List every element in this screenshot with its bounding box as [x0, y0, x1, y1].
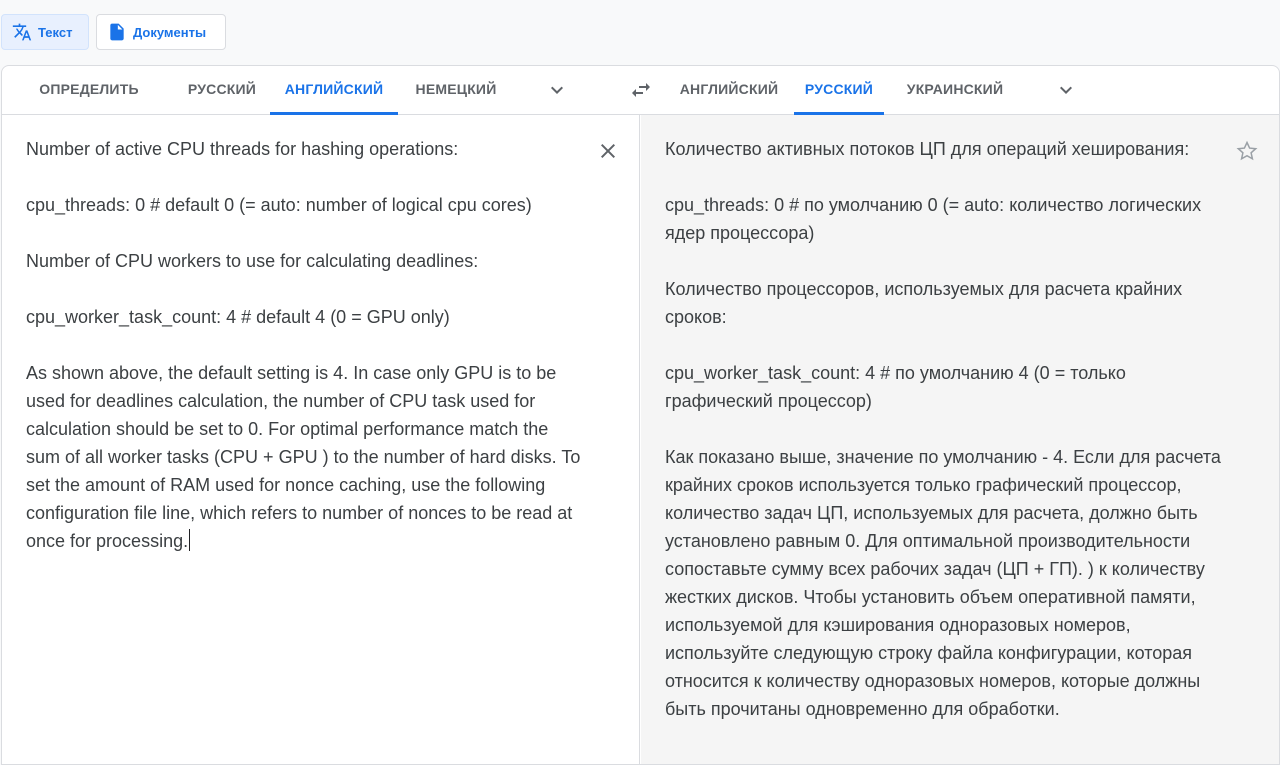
- clear-source-button[interactable]: [596, 139, 620, 163]
- document-icon: [107, 22, 127, 42]
- tab-source-russian[interactable]: РУССКИЙ: [187, 81, 257, 97]
- translation-paragraph: Количество процессоров, используемых для расчета крайних сроков:: [665, 279, 1188, 327]
- translation-output: [665, 135, 1225, 723]
- close-icon: [596, 139, 620, 163]
- translation-paragraph: cpu_worker_task_count: 4 # по умолчанию 4 (0 = только графический процессор): [665, 363, 1131, 411]
- swap-icon: [629, 78, 653, 102]
- save-translation-button[interactable]: [1235, 139, 1259, 163]
- text-caret: [189, 529, 190, 551]
- tab-source-german[interactable]: НЕМЕЦКИЙ: [415, 81, 497, 97]
- source-textarea[interactable]: [26, 135, 586, 555]
- source-text-pane[interactable]: [2, 115, 640, 765]
- source-paragraph: Number of active CPU threads for hashing operations:: [26, 139, 459, 159]
- documents-mode-label: Документы: [133, 24, 207, 40]
- tab-source-english[interactable]: АНГЛИЙСКИЙ: [270, 66, 398, 115]
- translation-pane: [641, 115, 1280, 765]
- translation-paragraph: Как показано выше, значение по умолчанию - 4. Если для расчета крайних сроков используется только графический процессор, количество задач ЦП, используемых для расчета, должно быть установлено равным 0. Для оптимальной производительности сопоставьте сумму всех рабочих задач (ЦП + ГП). ) к количеству жестких дисков. Чтобы установить объем оперативной памяти, используемой для кэширования одноразовых номеров, используйте следующую строку файла конфигурации, которая относится к количеству одноразовых номеров, которые должны быть прочитаны одновременно для обработки.: [665, 447, 1226, 719]
- language-bar: [2, 66, 1279, 115]
- star-icon: [1235, 139, 1259, 163]
- source-paragraph-last: [26, 359, 586, 555]
- chevron-down-icon: [1054, 78, 1078, 102]
- target-more-languages-button[interactable]: [1054, 78, 1078, 102]
- swap-languages-button[interactable]: [629, 78, 653, 102]
- chevron-down-icon: [545, 78, 569, 102]
- text-mode-button[interactable]: [1, 14, 89, 50]
- translation-paragraph: Количество активных потоков ЦП для операций хеширования:: [665, 139, 1190, 159]
- text-mode-label: Текст: [38, 24, 73, 40]
- documents-mode-button[interactable]: [96, 14, 226, 50]
- translate-icon: [12, 22, 32, 42]
- tab-detect-language[interactable]: ОПРЕДЕЛИТЬ: [39, 81, 139, 97]
- translation-paragraph: cpu_threads: 0 # по умолчанию 0 (= auto: количество логических ядер процессора): [665, 195, 1207, 243]
- mode-bar: [0, 0, 1280, 64]
- tab-target-russian[interactable]: РУССКИЙ: [794, 66, 884, 115]
- source-paragraph: cpu_worker_task_count: 4 # default 4 (0 = GPU only): [26, 307, 450, 327]
- source-paragraph: cpu_threads: 0 # default 0 (= auto: number of logical cpu cores): [26, 195, 532, 215]
- source-more-languages-button[interactable]: [545, 78, 569, 102]
- source-paragraph-text: As shown above, the default setting is 4. In case only GPU is to be used for deadlines calculation, the number of CPU task used for calculation should be set to 0. For optimal performance match the sum of all worker tasks (CPU + GPU ) to the number of hard disks. To set the amount of RAM used for nonce caching, use the following configuration file line, which refers to number of nonces to be read at once for processing.: [26, 363, 586, 551]
- tab-target-english[interactable]: АНГЛИЙСКИЙ: [679, 81, 779, 97]
- tab-target-ukrainian[interactable]: УКРАИНСКИЙ: [906, 81, 1004, 97]
- source-paragraph: Number of CPU workers to use for calculating deadlines:: [26, 251, 479, 271]
- translator-card: [1, 65, 1280, 765]
